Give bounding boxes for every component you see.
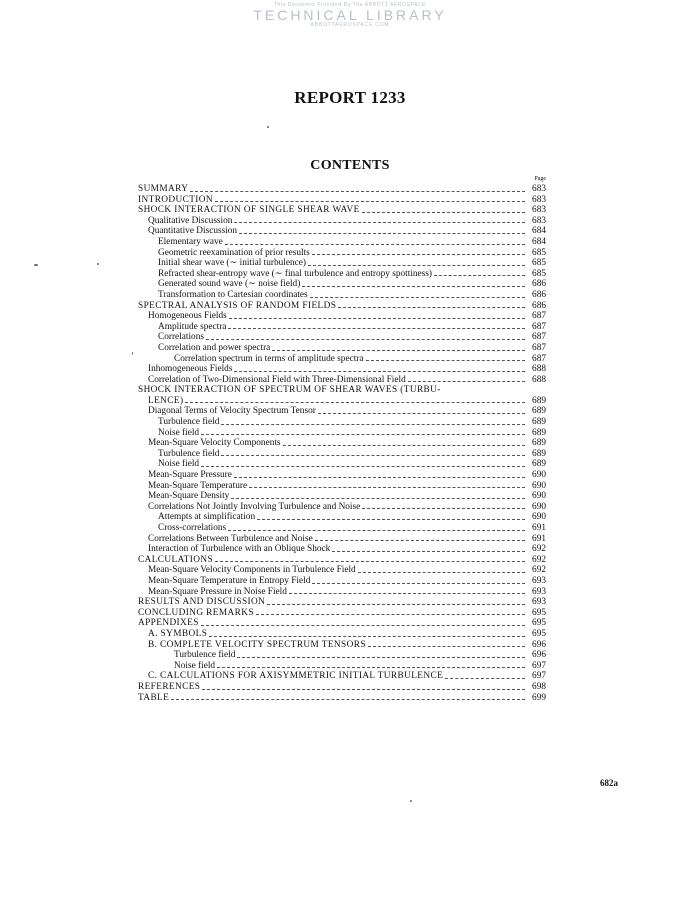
- toc-entry-label: Correlations Between Turbulence and Noise: [148, 533, 313, 544]
- toc-entry-label: SUMMARY: [138, 184, 189, 194]
- toc-entry: [138, 512, 546, 523]
- toc-page-number: 697: [532, 660, 546, 671]
- toc-entry-label: SPECTRAL ANALYSIS OF RANDOM FIELDS: [138, 300, 337, 311]
- toc-entry-label: Elementary wave: [158, 236, 223, 247]
- toc-entry: [138, 301, 546, 312]
- toc-entry: [138, 417, 546, 428]
- toc-page-number: 687: [532, 321, 546, 332]
- toc-entry-label: CONCLUDING REMARKS: [138, 607, 254, 618]
- toc-page-number: 699: [532, 692, 546, 703]
- toc-entry: [138, 640, 546, 651]
- dot-leader: [318, 413, 525, 414]
- dot-leader: [358, 572, 525, 573]
- watermark-url: ABBOTTAEROSPACE.COM: [310, 22, 390, 28]
- toc-page-number: 687: [532, 342, 546, 353]
- dot-leader: [239, 233, 525, 234]
- toc-entry: [138, 311, 546, 322]
- toc-page-number: 683: [532, 205, 546, 216]
- dot-leader: [267, 604, 525, 605]
- toc-page-number: 692: [532, 544, 546, 555]
- toc-page-number: 692: [532, 565, 546, 576]
- toc-entry-label: Turbulence field: [174, 650, 236, 661]
- toc-entry-label: Correlations: [158, 332, 204, 343]
- table-of-contents: [138, 184, 546, 703]
- toc-entry-label: Turbulence field: [158, 417, 220, 428]
- toc-page-number: 687: [532, 311, 546, 322]
- dot-leader: [312, 583, 525, 584]
- toc-entry-label: Noise field: [174, 660, 216, 671]
- toc-entry: [138, 671, 546, 682]
- toc-entry: [138, 428, 546, 439]
- dot-leader: [185, 402, 525, 403]
- dot-leader: [237, 657, 525, 658]
- dot-leader: [234, 371, 525, 372]
- toc-entry-label: Mean-Square Temperature in Entropy Field: [148, 575, 311, 586]
- toc-entry-label: Mean-Square Pressure: [148, 470, 232, 481]
- dot-leader: [315, 540, 525, 541]
- toc-entry: [138, 205, 546, 216]
- toc-entry-label: Correlation of Two-Dimensional Field with Three-Dimensional Field: [148, 374, 406, 385]
- toc-page-number: 696: [532, 650, 546, 661]
- toc-page-number: 690: [532, 501, 546, 512]
- dot-leader: [221, 455, 525, 456]
- toc-entry: [138, 290, 546, 301]
- dot-leader: [257, 519, 525, 520]
- toc-page-number: 689: [532, 459, 546, 470]
- toc-entry: [138, 608, 546, 619]
- toc-page-number: 695: [532, 618, 546, 629]
- contents-heading: CONTENTS: [310, 158, 390, 173]
- toc-page-number: 690: [532, 480, 546, 491]
- dot-leader: [202, 689, 525, 690]
- toc-page-number: 693: [532, 597, 546, 608]
- scan-speck: [410, 800, 412, 802]
- toc-entry-label: Quantitative Discussion: [148, 226, 238, 237]
- toc-entry: [138, 618, 546, 629]
- toc-entry: [138, 216, 546, 227]
- toc-page-number: 697: [532, 671, 546, 682]
- toc-entry-label: Homogeneous Fields: [148, 311, 227, 322]
- toc-entry-label: Qualitative Discussion: [148, 215, 233, 226]
- library-watermark: [0, 2, 700, 28]
- toc-entry-label: SHOCK INTERACTION OF SINGLE SHEAR WAVE: [138, 205, 360, 216]
- dot-leader: [302, 286, 525, 287]
- report-title: REPORT 1233: [294, 88, 406, 107]
- toc-entry: [138, 354, 546, 365]
- dot-leader: [217, 667, 525, 668]
- toc-entry: [138, 481, 546, 492]
- toc-entry-label: Attempts at simplification: [158, 512, 256, 523]
- toc-entry-label: Inhomogeneous Fields: [148, 364, 233, 375]
- watermark-library-name: TECHNICAL LIBRARY: [253, 7, 447, 23]
- dot-leader: [310, 297, 525, 298]
- page-column-header: Page: [534, 176, 546, 182]
- toc-page-number: 690: [532, 512, 546, 523]
- toc-entry: [138, 650, 546, 661]
- dot-leader: [362, 212, 525, 213]
- dot-leader: [201, 434, 525, 435]
- dot-leader: [332, 551, 525, 552]
- toc-page-number: 695: [532, 628, 546, 639]
- toc-page-number: 695: [532, 607, 546, 618]
- toc-entry: [138, 375, 546, 386]
- dot-leader: [234, 222, 525, 223]
- toc-entry: [138, 449, 546, 460]
- toc-entry: [138, 438, 546, 449]
- toc-entry: [138, 459, 546, 470]
- toc-page-number: 693: [532, 586, 546, 597]
- toc-entry-label: Cross-correlations: [158, 523, 227, 533]
- dot-leader: [209, 636, 525, 637]
- dot-leader: [228, 530, 525, 531]
- dot-leader: [225, 244, 525, 245]
- toc-entry: [138, 693, 546, 704]
- toc-entry-label: Generated sound wave (∼ noise field): [158, 279, 301, 290]
- scan-speck: [132, 352, 133, 355]
- dot-leader: [206, 339, 525, 340]
- toc-page-number: 691: [532, 523, 546, 533]
- dot-leader: [338, 307, 525, 308]
- toc-page-number: 685: [532, 247, 546, 258]
- toc-entry-label: REFERENCES: [138, 681, 201, 692]
- toc-page-number: 685: [532, 268, 546, 279]
- toc-page-number: 692: [532, 554, 546, 565]
- toc-entry-label: APPENDIXES: [138, 618, 199, 629]
- toc-page-number: 684: [532, 226, 546, 237]
- toc-entry: [138, 332, 546, 343]
- dot-leader: [362, 508, 525, 509]
- toc-page-number: 689: [532, 438, 546, 449]
- toc-page-number: 683: [532, 215, 546, 226]
- toc-entry: [138, 544, 546, 555]
- toc-entry-label: Turbulence field: [158, 448, 220, 459]
- toc-entry: [138, 597, 546, 608]
- dot-leader: [289, 593, 525, 594]
- toc-entry: [138, 565, 546, 576]
- toc-page-number: 691: [532, 533, 546, 544]
- toc-page-number: 690: [532, 491, 546, 502]
- toc-page-number: 688: [532, 364, 546, 375]
- dot-leader: [234, 477, 525, 478]
- toc-entry-label: Interaction of Turbulence with an Oblique Shock: [148, 544, 331, 555]
- toc-entry-label: Amplitude spectra: [158, 321, 227, 332]
- dot-leader: [308, 265, 525, 266]
- toc-entry-label: SHOCK INTERACTION OF SPECTRUM OF SHEAR WAVES (TURBU-: [138, 385, 441, 396]
- toc-page-number: 686: [532, 300, 546, 311]
- toc-entry: [138, 258, 546, 269]
- toc-entry: [138, 576, 546, 587]
- dot-leader: [249, 487, 525, 488]
- toc-entry-label-continuation: LENCE): [148, 395, 184, 406]
- toc-entry-label: Correlations Not Jointly Involving Turbulence and Noise: [148, 501, 361, 512]
- toc-entry: [138, 406, 546, 417]
- toc-entry: [138, 248, 546, 259]
- toc-page-number: 693: [532, 575, 546, 586]
- toc-page-number: 689: [532, 448, 546, 459]
- dot-leader: [312, 254, 525, 255]
- toc-page-number: 690: [532, 470, 546, 481]
- toc-entry: [138, 396, 546, 407]
- dot-leader: [368, 646, 525, 647]
- dot-leader: [229, 318, 525, 319]
- toc-entry: [138, 226, 546, 237]
- toc-entry-label: Geometric reexamination of prior results: [158, 247, 310, 258]
- toc-entry-label: A. SYMBOLS: [148, 628, 208, 639]
- toc-page-number: 689: [532, 395, 546, 406]
- scan-speck: [97, 263, 99, 265]
- toc-entry: [138, 587, 546, 598]
- page-folio: 682a: [600, 778, 618, 788]
- toc-entry-label: Transformation to Cartesian coordinates: [158, 289, 308, 300]
- toc-page-number: 689: [532, 406, 546, 417]
- toc-page-number: 689: [532, 417, 546, 428]
- toc-entry-label: Mean-Square Density: [148, 491, 230, 502]
- dot-leader: [171, 699, 525, 700]
- toc-entry-label: Refracted shear-entropy wave (∼ final turbulence and entropy spottiness): [158, 268, 433, 279]
- toc-entry-label: C. CALCULATIONS FOR AXISYMMETRIC INITIAL TURBULENCE: [148, 671, 444, 682]
- scan-speck: [34, 264, 38, 266]
- dot-leader: [231, 498, 525, 499]
- toc-page-number: 686: [532, 289, 546, 300]
- toc-entry: [138, 364, 546, 375]
- toc-entry: [138, 502, 546, 513]
- toc-entry: [138, 184, 546, 195]
- toc-entry-label: Mean-Square Velocity Components: [148, 438, 281, 449]
- toc-entry: [138, 195, 546, 206]
- toc-entry: [138, 661, 546, 672]
- toc-page-number: 683: [532, 184, 546, 194]
- toc-entry: [138, 470, 546, 481]
- dot-leader: [256, 614, 525, 615]
- dot-leader: [228, 328, 525, 329]
- toc-entry-label: Mean-Square Temperature: [148, 480, 248, 491]
- toc-entry-label: Mean-Square Pressure in Noise Field: [148, 586, 287, 597]
- dot-leader: [201, 625, 525, 626]
- toc-entry: [138, 491, 546, 502]
- dot-leader: [190, 191, 525, 192]
- toc-entry: [138, 534, 546, 545]
- toc-page-number: 686: [532, 279, 546, 290]
- toc-entry-label: Noise field: [158, 459, 200, 470]
- toc-entry-label: Correlation and power spectra: [158, 342, 271, 353]
- toc-page-number: 698: [532, 681, 546, 692]
- dot-leader: [283, 445, 525, 446]
- toc-entry-label: RESULTS AND DISCUSSION: [138, 597, 266, 608]
- toc-entry: [138, 682, 546, 693]
- toc-entry: [138, 237, 546, 248]
- toc-entry-label: CALCULATIONS: [138, 554, 214, 565]
- toc-page-number: 684: [532, 236, 546, 247]
- toc-entry-label: Diagonal Terms of Velocity Spectrum Tensor: [148, 406, 316, 417]
- watermark-provided-by: This Document Provided By The ABBOTT AEROSPACE: [273, 2, 427, 8]
- toc-page-number: 696: [532, 639, 546, 650]
- toc-entry-label: Mean-Square Velocity Components in Turbulence Field: [148, 565, 356, 576]
- toc-entry: [138, 555, 546, 566]
- dot-leader: [221, 424, 525, 425]
- toc-page-number: 685: [532, 258, 546, 269]
- toc-page-number: 683: [532, 194, 546, 205]
- toc-entry-label: B. COMPLETE VELOCITY SPECTRUM TENSORS: [148, 639, 366, 650]
- scan-speck: [267, 126, 269, 128]
- dot-leader: [408, 381, 525, 382]
- toc-page-number: 689: [532, 427, 546, 438]
- toc-page-number: 687: [532, 353, 546, 364]
- toc-entry: [138, 279, 546, 290]
- toc-entry-label: Correlation spectrum in terms of amplitude spectra: [174, 353, 364, 364]
- dot-leader: [434, 275, 525, 276]
- toc-entry: [138, 343, 546, 354]
- dot-leader: [366, 360, 526, 361]
- toc-entry: [138, 322, 546, 333]
- toc-entry: [138, 523, 546, 534]
- dot-leader: [215, 201, 525, 202]
- dot-leader: [445, 678, 525, 679]
- toc-entry-label: Noise field: [158, 427, 200, 438]
- dot-leader: [201, 466, 525, 467]
- toc-page-number: 688: [532, 374, 546, 385]
- toc-entry: [138, 629, 546, 640]
- dot-leader: [215, 561, 525, 562]
- dot-leader: [272, 350, 525, 351]
- toc-page-number: 687: [532, 332, 546, 343]
- toc-entry-label: INTRODUCTION: [138, 194, 214, 205]
- toc-entry-label: Initial shear wave (∼ initial turbulence): [158, 258, 306, 269]
- toc-entry: [138, 269, 546, 280]
- toc-entry-label: TABLE: [138, 692, 170, 703]
